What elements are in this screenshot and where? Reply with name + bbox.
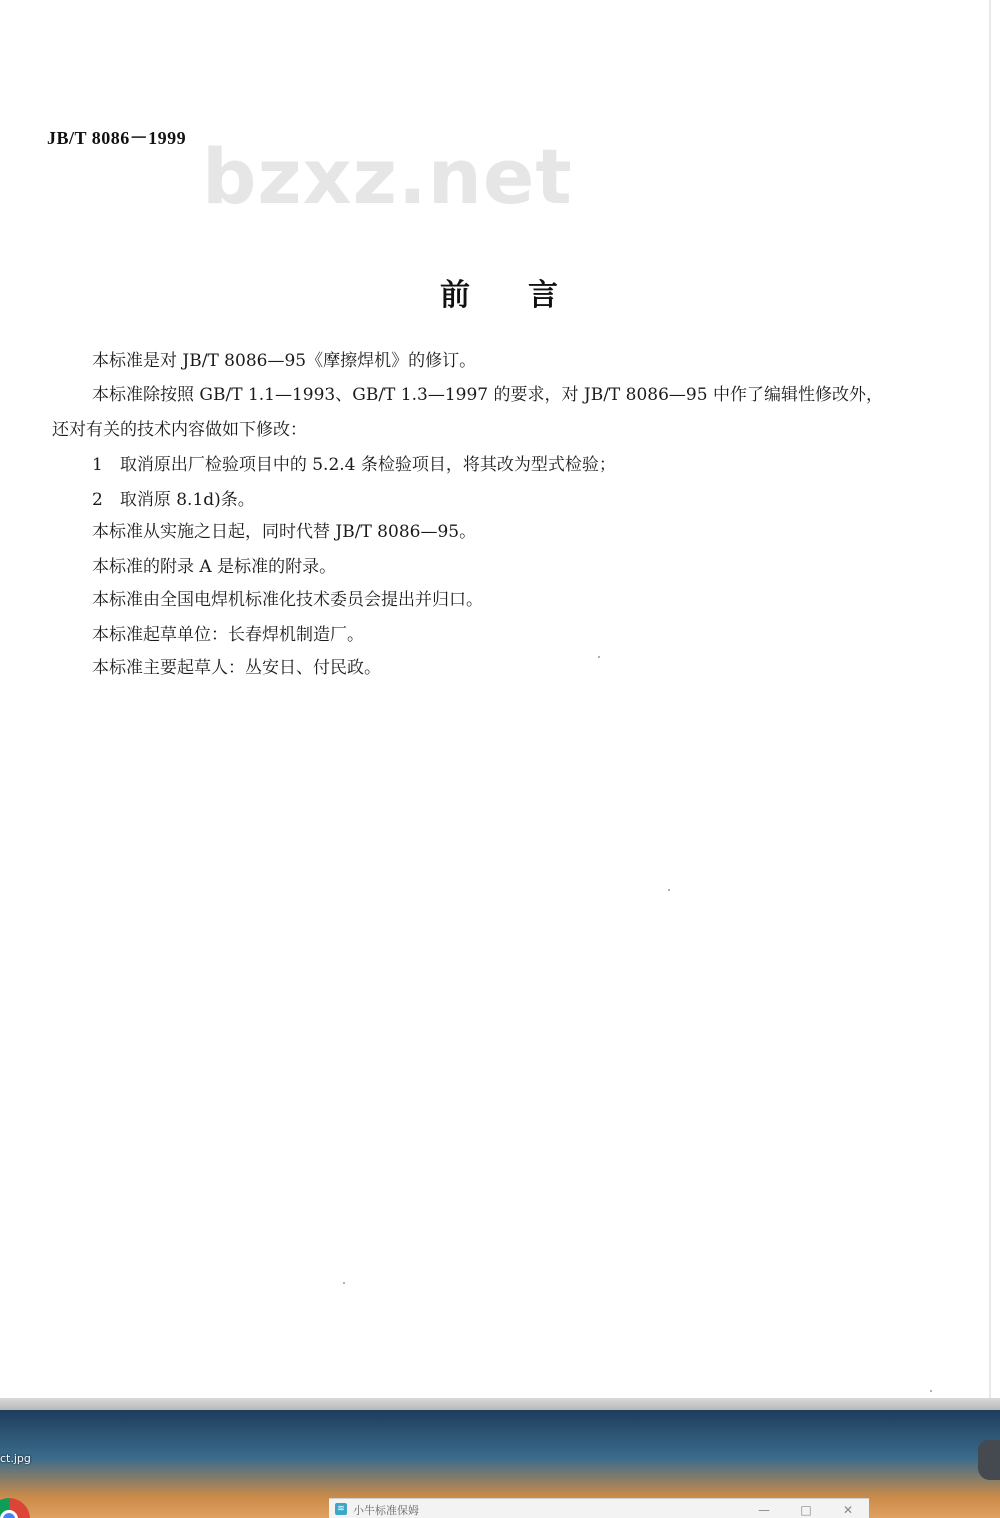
paragraph-proposer: 本标准由全国电焊机标准化技术委员会提出并归口。	[92, 590, 483, 610]
horizontal-scrollbar[interactable]	[0, 1398, 1000, 1410]
scan-speck	[598, 656, 600, 658]
title-char-right: 言	[528, 278, 560, 313]
scan-speck	[668, 889, 670, 891]
close-button[interactable]: ✕	[842, 1503, 854, 1517]
paragraph-revision: 本标准是对 JB/T 8086—95《摩擦焊机》的修订。	[92, 351, 477, 371]
paragraph-replaces: 本标准从实施之日起，同时代替 JB/T 8086—95。	[92, 522, 477, 542]
chrome-icon[interactable]	[0, 1498, 30, 1518]
scan-speck	[930, 1390, 932, 1392]
desktop-background	[0, 1410, 1000, 1518]
scan-speck	[343, 1282, 345, 1284]
list-item-2: 2 取消原 8.1d)条。	[92, 490, 255, 510]
desktop-rock-shape	[978, 1440, 1000, 1480]
window-title: 小牛标准保姆	[353, 1504, 419, 1517]
paragraph-technical-changes: 还对有关的技术内容做如下修改：	[52, 420, 307, 440]
watermark: bzxz.net	[202, 132, 573, 221]
desktop-file-label[interactable]: ct.jpg	[0, 1452, 31, 1465]
title-char-left: 前	[440, 278, 472, 313]
page-edge	[989, 0, 991, 1398]
app-icon: ≋	[335, 1503, 347, 1515]
paragraph-appendix: 本标准的附录 A 是标准的附录。	[92, 557, 337, 577]
paragraph-editorial-changes: 本标准除按照 GB/T 1.1—1993、GB/T 1.3—1997 的要求，对 JB/T 8086—95 中作了编辑性修改外，	[92, 385, 883, 405]
maximize-button[interactable]: □	[800, 1503, 812, 1517]
taskbar-window[interactable]	[329, 1498, 869, 1518]
list-item-1: 1 取消原出厂检验项目中的 5.2.4 条检验项目，将其改为型式检验；	[92, 455, 616, 475]
page-title	[0, 270, 1000, 314]
paragraph-drafting-unit: 本标准起草单位：长春焊机制造厂。	[92, 625, 364, 645]
standard-code-header: JB/T 8086－1999	[47, 128, 187, 148]
minimize-button[interactable]: —	[758, 1503, 770, 1517]
paragraph-drafters: 本标准主要起草人：丛安日、付民政。	[92, 658, 381, 678]
